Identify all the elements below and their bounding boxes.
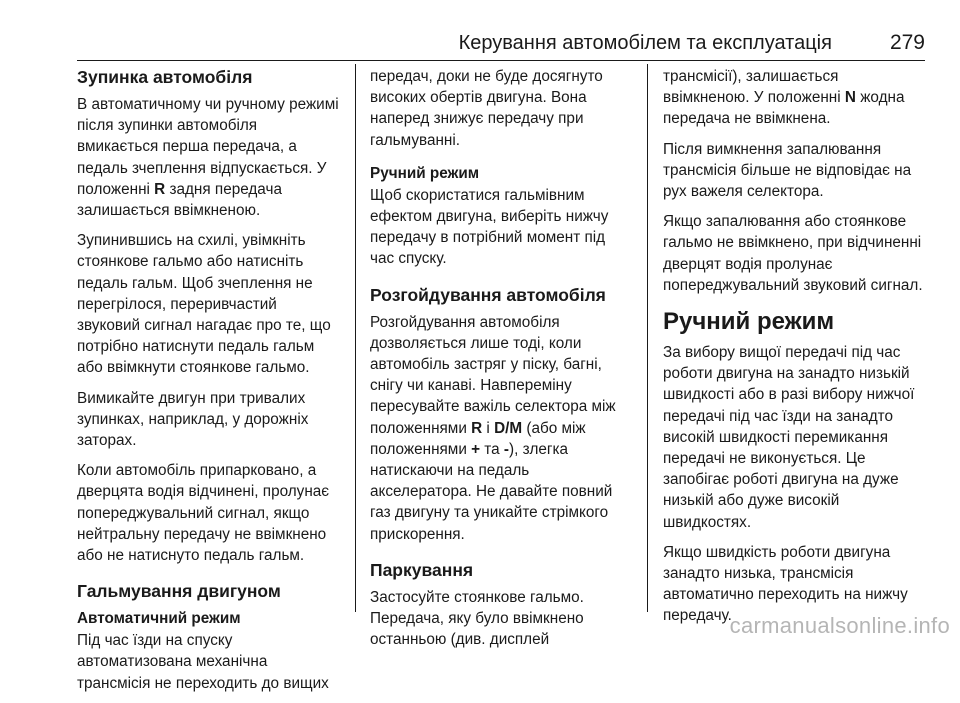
paragraph: За вибору вищої передачі під час роботи двигуна на занадто низькій швидкості або в разі вибору нижчої передачі під час їзди на занадто високій швидкості перемикання передачі не виконується. Це запобігає роботі двигуна на дуже низькій або дуже високій швидкостях.	[663, 344, 915, 531]
paragraph: Якщо швидкість роботи двигуна занадто низька, трансмісія автоматично переходить на нижчу передачу.	[663, 543, 908, 625]
section-heading: Розгойдування автомобіля	[370, 284, 606, 305]
paragraph: Щоб скористатися гальмівним ефектом двигуна, виберіть нижчу передачу в потрібний момент під час спуску.	[370, 186, 609, 268]
paragraph: Якщо запалювання або стоянкове гальмо не ввімкнено, при відчиненні дверцят водія пролунає попереджувальний звуковий сигнал.	[663, 213, 923, 294]
paragraph: Під час їзди на спуску автоматизована механічна трансмісія не переходить до вищих	[77, 632, 329, 692]
page-header	[77, 26, 925, 61]
section-heading: Ручний режим	[663, 308, 835, 336]
paragraph: трансмісії), залишається ввімкненою. У положенні N жодна передача не ввімкнена.	[663, 68, 905, 128]
paragraph: Розгойдування автомобіля дозволяється лише тоді, коли автомобіль застряг у піску, багні, снігу чи канаві. Навперемінy пересувайте важіль селектора між положеннями R і D/M (або між положеннями + та -), злегка натискаючи на педаль акселератора. Не давайте повний газ двигуну та уникайте стрімкого прискорення.	[370, 313, 616, 543]
column-divider	[647, 64, 648, 612]
paragraph: Вимикайте двигун при тривалих зупинках, наприклад, у дорожніх заторах.	[77, 389, 309, 450]
paragraph: Застосуйте стоянкове гальмо. Передача, яку було ввімкнено останньою (див. дисплей	[370, 588, 584, 649]
chapter-title: Керування автомобілем та експлуатація	[458, 31, 832, 54]
page-number: 279	[889, 31, 925, 54]
paragraph: В автоматичному чи ручному режимі після зупинки автомобіля вмикається перша передача, а педаль зчеплення відпускається. У положенні R задня передача залишається ввімкненою.	[77, 96, 339, 220]
paragraph: Після вимкнення запалювання трансмісія більше не відповідає на рух важеля селектора.	[663, 140, 912, 201]
column-1	[77, 66, 340, 703]
paragraph: передач, доки не буде досягнуто високих обертів двигуна. Вона наперед знижує передачу при гальмуванні.	[370, 68, 603, 149]
column-2	[370, 66, 633, 659]
column-3	[663, 66, 926, 636]
watermark: carmanualsonline.info	[729, 613, 950, 638]
section-heading: Зупинка автомобіля	[77, 67, 253, 87]
column-divider	[355, 64, 356, 612]
section-heading: Гальмування двигуном	[77, 581, 281, 602]
paragraph: Зупинившись на схилі, увімкніть стоянкове гальмо або натисніть педаль гальм. Щоб зчеплення не перегрілося, переривчастий звуковий сигнал нагадає про те, що потрібно натиснути педаль гальм або ввімкнути стоянкове гальмо.	[77, 232, 331, 377]
subsection-heading: Ручний режим	[370, 164, 480, 182]
section-heading: Паркування	[370, 559, 474, 580]
subsection-heading: Автоматичний режим	[77, 610, 241, 628]
paragraph: Коли автомобіль припарковано, а дверцята водія відчинені, пролунає попереджувальний сигнал, якщо нейтральну передачу не ввімкнено або не натиснуто педаль гальм.	[77, 462, 330, 565]
